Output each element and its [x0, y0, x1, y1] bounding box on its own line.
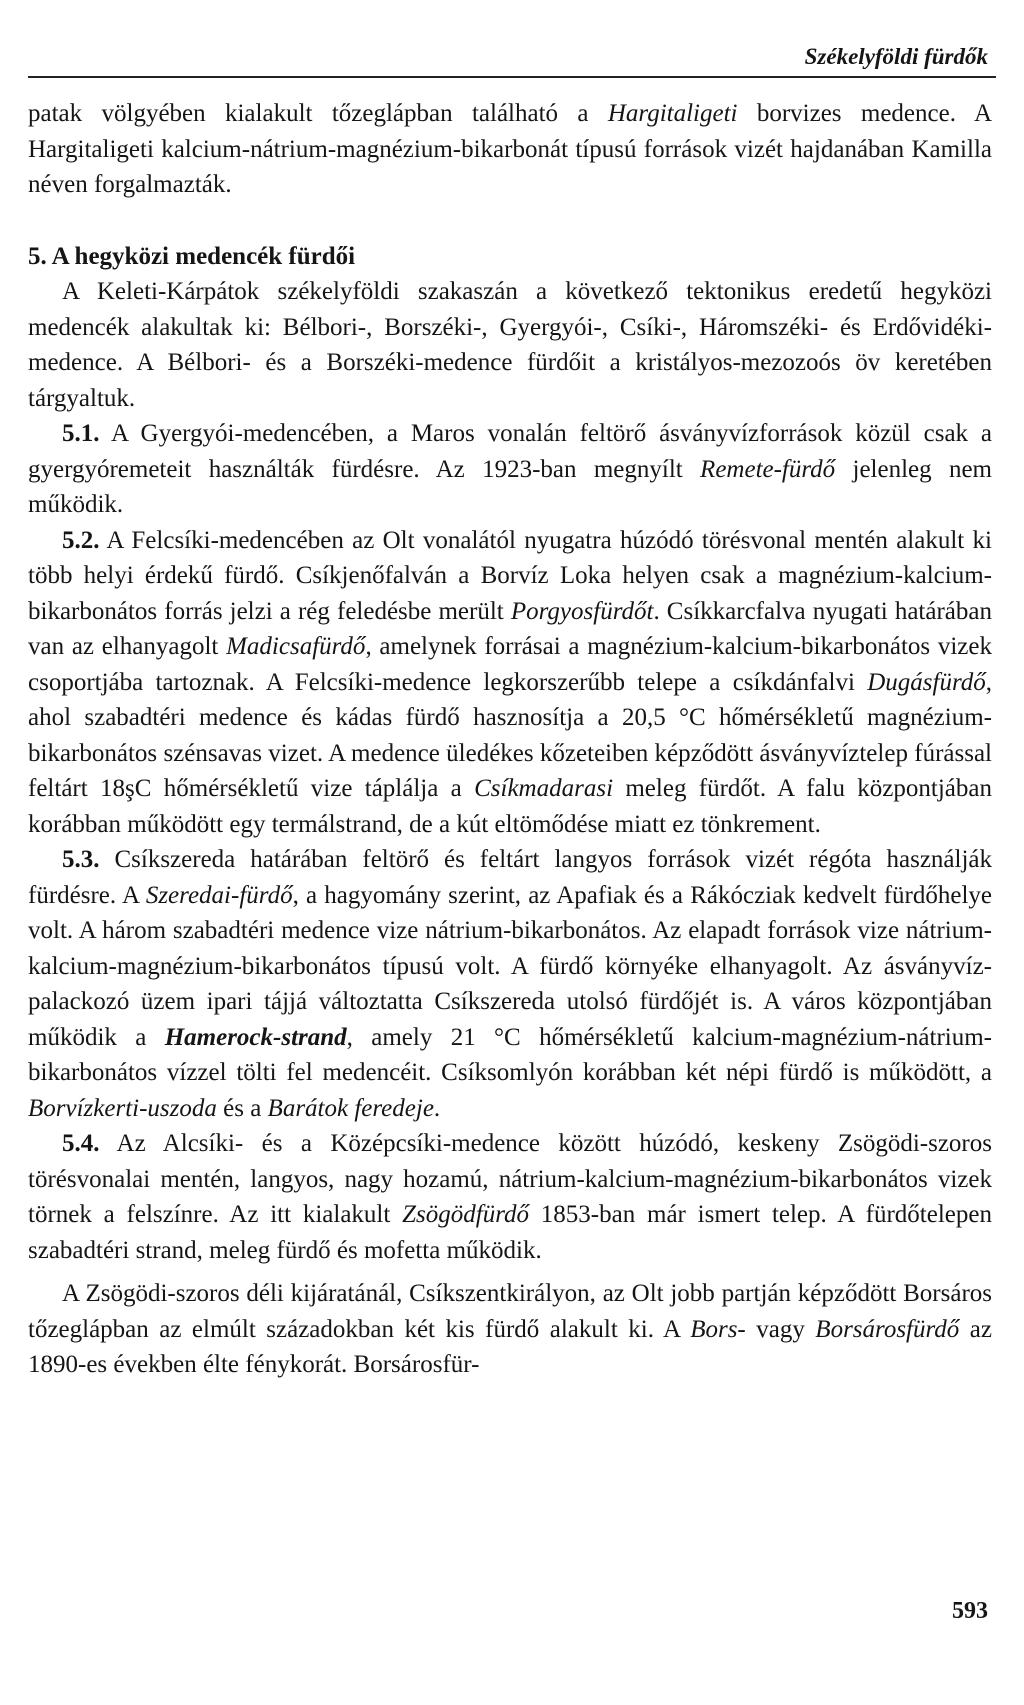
text-run: Csíkszereda határában feltörő és feltárt langyos források vizét régóta használják fürdésre. A [28, 846, 992, 909]
subsection-5-3 [28, 842, 992, 1126]
text-run: , ahol szabadtéri medence és kádas fürdő hasznosítja a 20,5 °C hőmérsékletű magnézium-bikarbonátos szénsavas vizet. A medence üledékes kőzeteiben képződött ásványvíztelep fúrással feltárt 18şC hőmérsékletű vize táplálja a [28, 668, 992, 802]
text-run: patak völgyében kialakult tőzeglápban található a [28, 100, 608, 127]
subsection-number: 5.1. [62, 420, 100, 447]
italic-term: Madicsafürdő [226, 633, 366, 660]
italic-term: Borsárosfürdő [815, 1315, 960, 1343]
running-header: Székelyföldi fürdők [804, 44, 988, 69]
text-run: . Csíkkarcfalva nyugati határában van az elhanyagolt [28, 597, 992, 660]
text-run: vagy [745, 1315, 816, 1343]
text-run: , a hagyomány szerint, az Apafiak és a Rákócziak kedvelt fürdőhelye volt. A három szabadtéri medence vize nátrium-bikarbonátos. Az elapadt források vize nátrium-kalcium-magnézium-bikarbonátos típusú volt. A fürdő környéke elhanyagolt. Az ásványvíz-palackozó üzem ipari tájjá változtatta Csíkszereda utolsó fürdőjét is. A város központjában működik a [28, 881, 992, 1051]
text-run: , amely 21 °C hőmérsékletű kalcium-magnézium-nátrium-bikarbonátos vízzel tölti fel medencéit. Csíksomlyón korábban két népi fürdő is működött, a [28, 1023, 992, 1086]
text-run: Az Alcsíki- és a Középcsíki-medence között húzódó, keskeny Zsögödi-szoros törésvonalai mentén, langyos, nagy hozamú, nátrium-kalcium-magnézium-bikarbonátos vizek törnek a felszínre. Az itt kialakult [28, 1130, 992, 1228]
text-run: jelenleg nem működik. [28, 455, 993, 518]
closing-paragraph [28, 1276, 992, 1383]
italic-term: Barátok feredeje [267, 1094, 434, 1122]
italic-term: Porgyosfürdőt [510, 597, 654, 625]
text-run: A Gyergyói-medencében, a Maros vonalán feltörő ásványvízforrások közül csak a gyergyóremeteit használták fürdésre. Az 1923-ban megnyílt [28, 420, 992, 483]
italic-term: Bors- [690, 1315, 746, 1343]
subsection-5-1 [28, 416, 992, 523]
italic-term: Szeredai-fürdő [145, 881, 293, 909]
intro-paragraph [28, 96, 992, 203]
subsection-5-2 [28, 523, 992, 843]
text-run: meleg fürdőt. A falu központjában korábban működött egy termálstrand, de a kút eltömődése miatt ez tönkrement. [28, 775, 992, 838]
italic-term: Dugásfürdő [867, 668, 986, 696]
italic-term: Borvízkerti-uszoda [28, 1094, 217, 1122]
italic-term: Zsögödfürdő [402, 1201, 529, 1228]
text-run: A Zsögödi-szoros déli kijáratánál, Csíkszentkirályon, az Olt jobb partján képződött Borsáros tőzeglápban az elmúlt századokban két kis fürdő alakult ki. A [28, 1280, 992, 1343]
italic-term: Hargitaligeti [607, 100, 738, 127]
text-run: borvizes medence. A Hargitaligeti kalcium-nátrium-magnézium-bikarbonát típusú források vizét hajdanában Kamilla néven forgalmazták. [28, 100, 992, 198]
text-run: , amelynek forrásai a magnézium-kalcium-bikarbonátos vizek csoportjába tartoznak. A Felcsíki-medence legkorszerűbb telepe a csíkdánfalvi [28, 633, 993, 696]
text-run: A Felcsíki-medencében az Olt vonalától nyugatra húzódó törésvonal mentén alakult ki több helyi érdekű fürdő. Csíkjenőfalván a Borvíz Loka helyen csak a magnézium-kalcium-bikarbonátos forrás jelzi a rég feledésbe merült [28, 526, 992, 625]
italic-term: Csíkmadarasi [474, 775, 614, 802]
subsection-number: 5.4. [62, 1130, 100, 1157]
page-body [28, 96, 992, 1383]
text-run: . [433, 1094, 441, 1122]
section-heading: 5. A hegyközi medencék fürdői [28, 242, 356, 270]
section-paragraph: A Keleti-Kárpátok székelyföldi szakaszán a következő tektonikus eredetű hegyközi medencék alakultak ki: Bélbori-, Borszéki-, Gyergyói-, Csíki-, Háromszéki- és Erdővidéki-medence. A Bélbori- és a Borszéki-medence fürdőit a kristályos-mezozoós öv keretében tárgyaltuk. [28, 278, 992, 412]
header-rule [28, 76, 996, 78]
text-run: az 1890-es években élte fénykorát. Borsárosfür- [28, 1315, 992, 1378]
subsection-number: 5.2. [62, 526, 100, 554]
text-run: 1853-ban már ismert telep. A fürdőtelepen szabadtéri strand, meleg fürdő és mofetta működik. [28, 1201, 992, 1264]
text-run: és a [216, 1094, 268, 1122]
italic-term: Remete-fürdő [700, 455, 836, 483]
subsection-number: 5.3. [62, 846, 100, 873]
page-number: 593 [952, 1598, 988, 1624]
italic-term: Hamerock-strand [164, 1023, 347, 1051]
subsection-5-4 [28, 1126, 992, 1268]
